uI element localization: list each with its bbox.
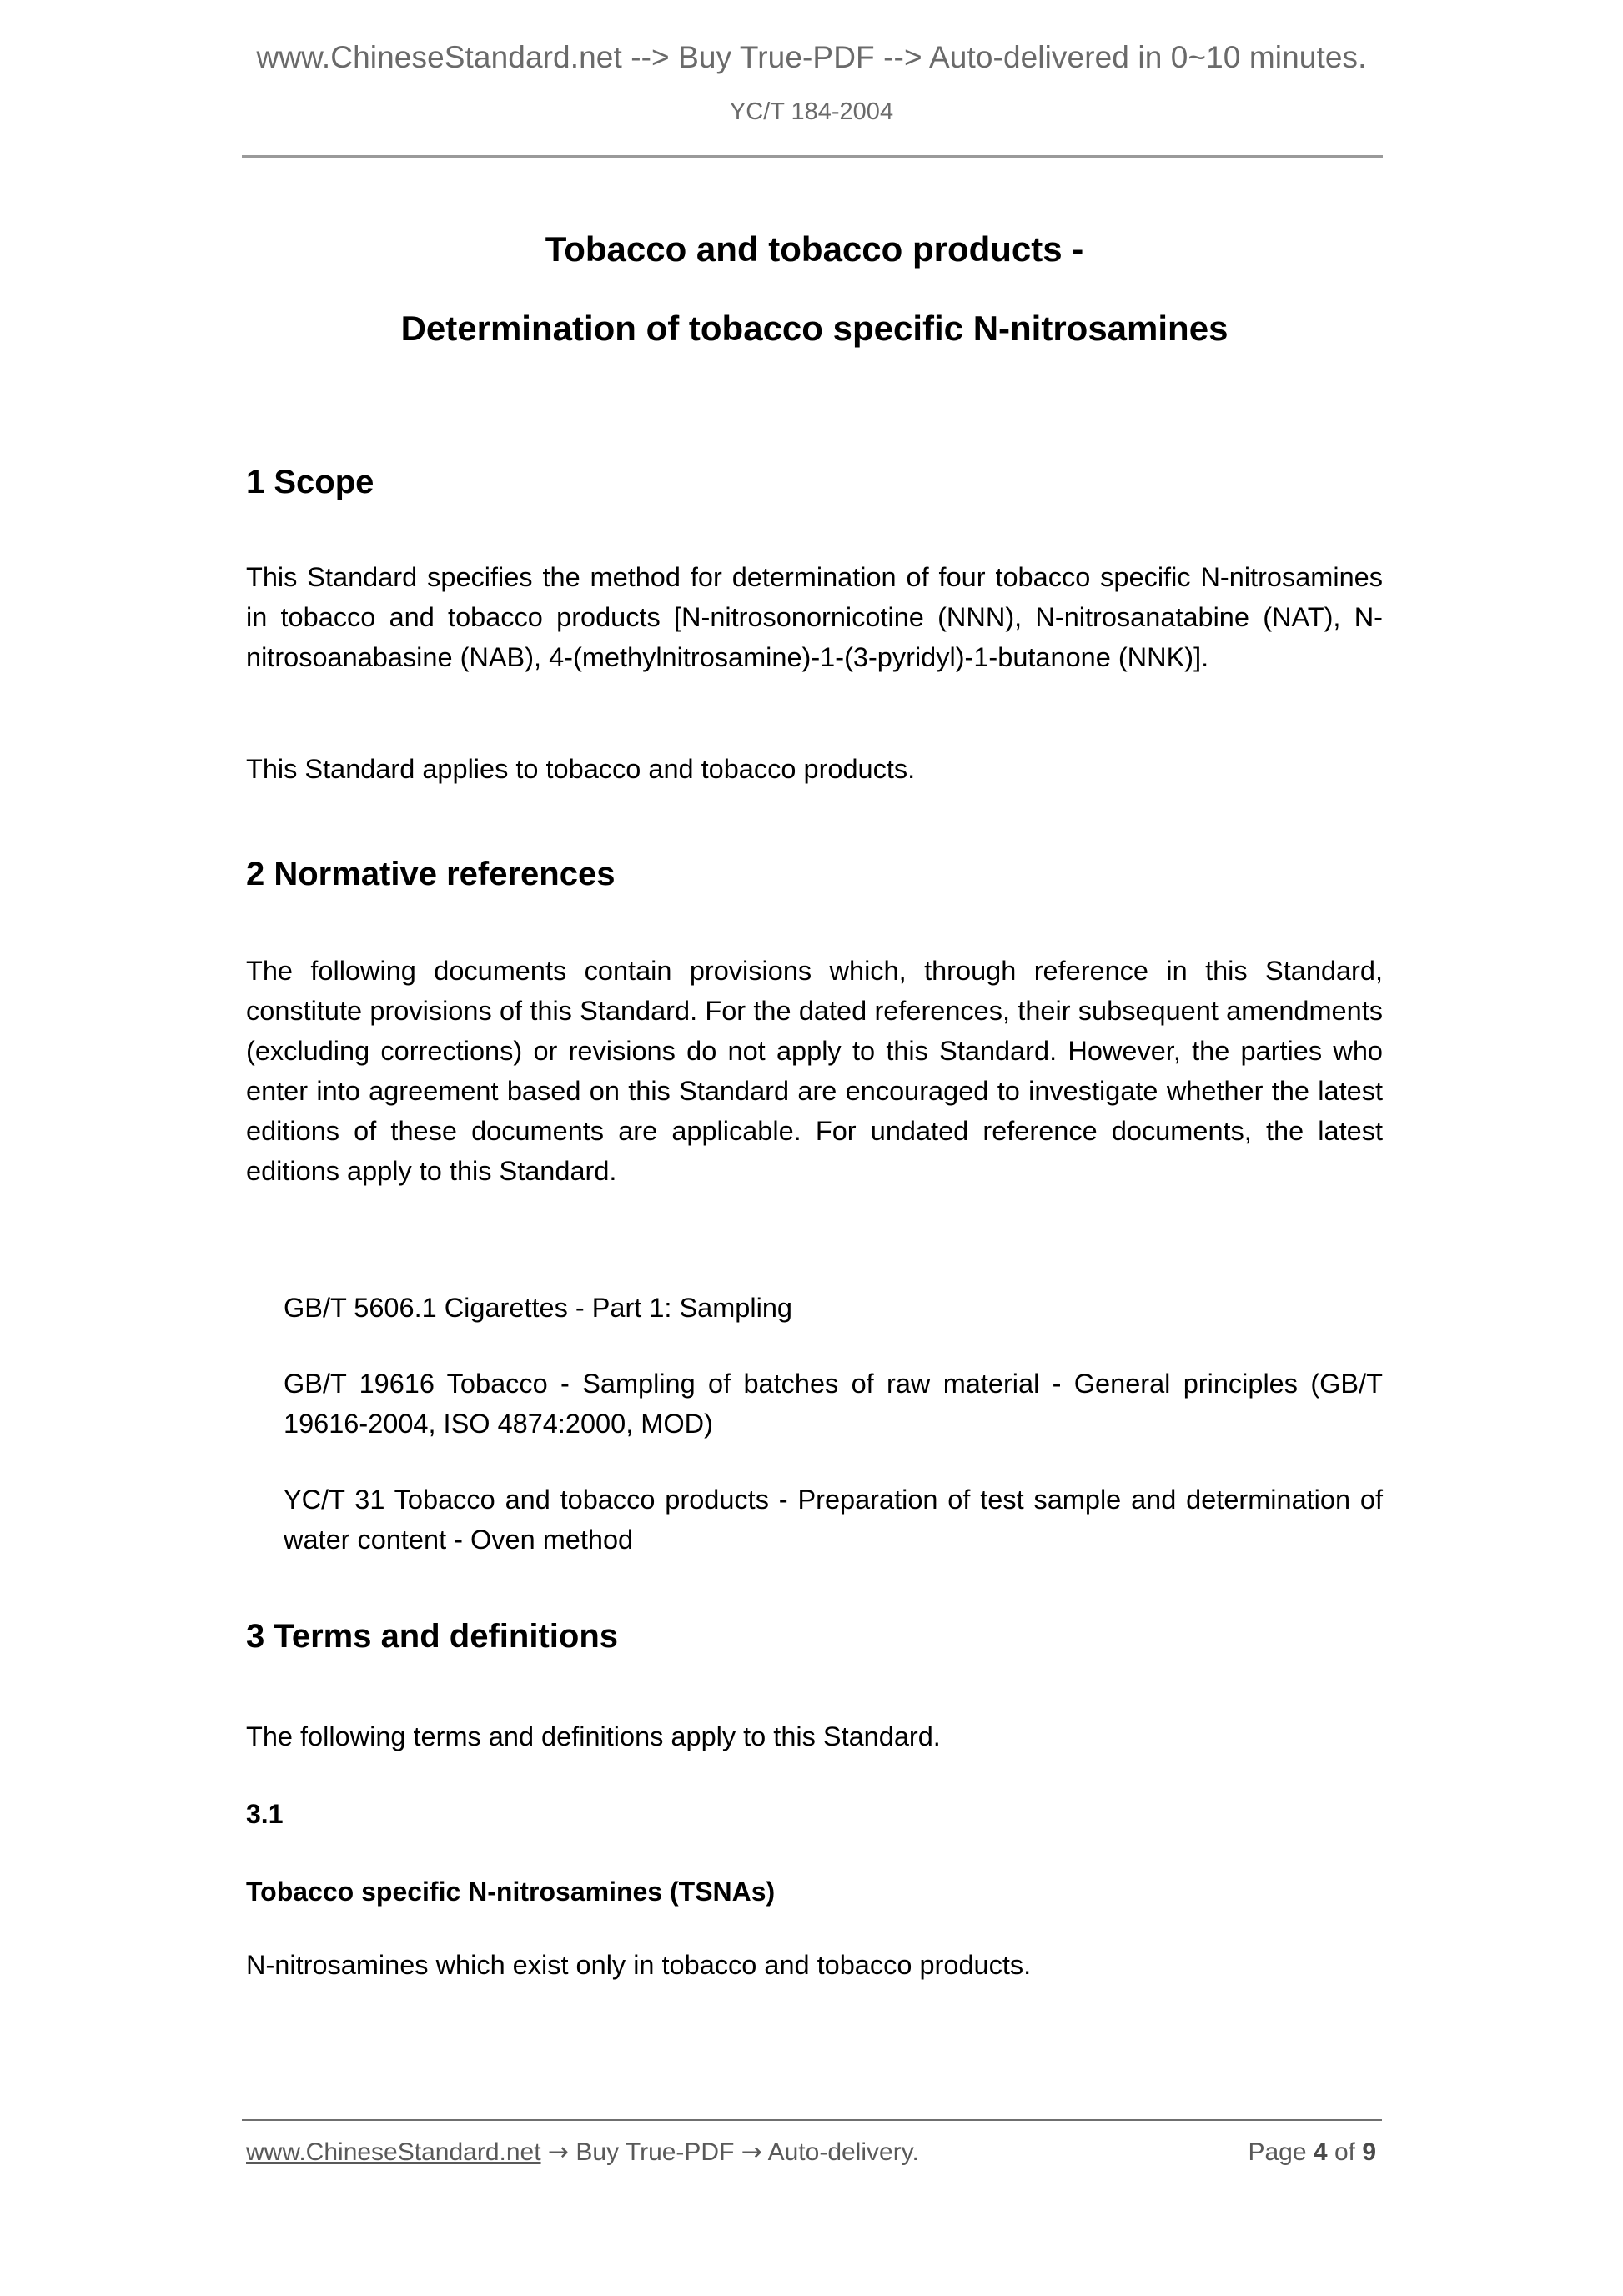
footer-page-number: 4	[1313, 2138, 1328, 2166]
terms-intro: The following terms and definitions apply to this Standard.	[246, 1721, 941, 1751]
header-standard-code: YC/T 184-2004	[729, 98, 894, 125]
reference-item: YC/T 31 Tobacco and tobacco products - Preparation of test sample and determination of water content - Oven method	[284, 1485, 1383, 1555]
footer-left-group	[246, 2138, 919, 2167]
term-number: 3.1	[246, 1799, 284, 1829]
footer-page-total: 9	[1362, 2138, 1376, 2166]
footer-of-label: of	[1334, 2138, 1355, 2166]
document-title	[246, 229, 1383, 348]
scope-paragraph-2: This Standard applies to tobacco and tobacco products.	[246, 754, 916, 784]
page-footer	[246, 2138, 1383, 2167]
scope-paragraph-1: This Standard specifies the method for determination of four tobacco specific N-nitrosamines in tobacco and tobacco products [N-nitrosonornicotine (NNN), N-nitrosanatabine (NAT), N-nitrosoanabasine (NAB), 4-(methylnitrosamine)-1-(3-pyridyl)-1-butanone (NNK)].	[246, 562, 1383, 673]
section-heading-terms-and-definitions: 3 Terms and definitions	[246, 1618, 618, 1655]
footer-page-indicator	[1248, 2138, 1383, 2167]
normative-references-intro: The following documents contain provisions which, through reference in this Standard, constitute provisions of this Standard. For the dated references, their subsequent amendments (excluding corrections) or revisions do not apply to this Standard. However, the parties who enter into agreement based on this Standard are encouraged to investigate whether the latest editions of these documents are applicable. For undated reference documents, the latest editions apply to this Standard.	[246, 956, 1383, 1187]
footer-buy-label: Buy True-PDF	[575, 2138, 735, 2166]
right-arrow-icon: →	[741, 2138, 762, 2167]
reference-item: GB/T 5606.1 Cigarettes - Part 1: Sampling	[284, 1293, 792, 1323]
term-definition: N-nitrosamines which exist only in tobacco and tobacco products.	[246, 1950, 1032, 1980]
reference-item: GB/T 19616 Tobacco - Sampling of batches of raw material - General principles (GB/T 19616-2004, ISO 4874:2000, MOD)	[284, 1369, 1383, 1439]
section-heading-scope: 1 Scope	[246, 464, 374, 500]
document-body	[246, 0, 1383, 1980]
document-title-line1: Tobacco and tobacco products -	[545, 229, 1084, 269]
footer-delivery-label: Auto-delivery.	[767, 2138, 919, 2166]
footer-divider	[242, 2119, 1382, 2121]
right-arrow-icon: →	[547, 2138, 570, 2167]
footer-site-link[interactable]: www.ChineseStandard.net	[246, 2138, 541, 2166]
footer-page-label: Page	[1248, 2138, 1307, 2166]
header-promo-text: www.ChineseStandard.net --> Buy True-PDF --> Auto-delivered in 0~10 minutes.	[256, 40, 1367, 74]
term-name: Tobacco specific N-nitrosamines (TSNAs)	[246, 1876, 776, 1907]
section-heading-normative-references: 2 Normative references	[246, 856, 616, 892]
document-title-line2: Determination of tobacco specific N-nitrosamines	[400, 309, 1229, 348]
